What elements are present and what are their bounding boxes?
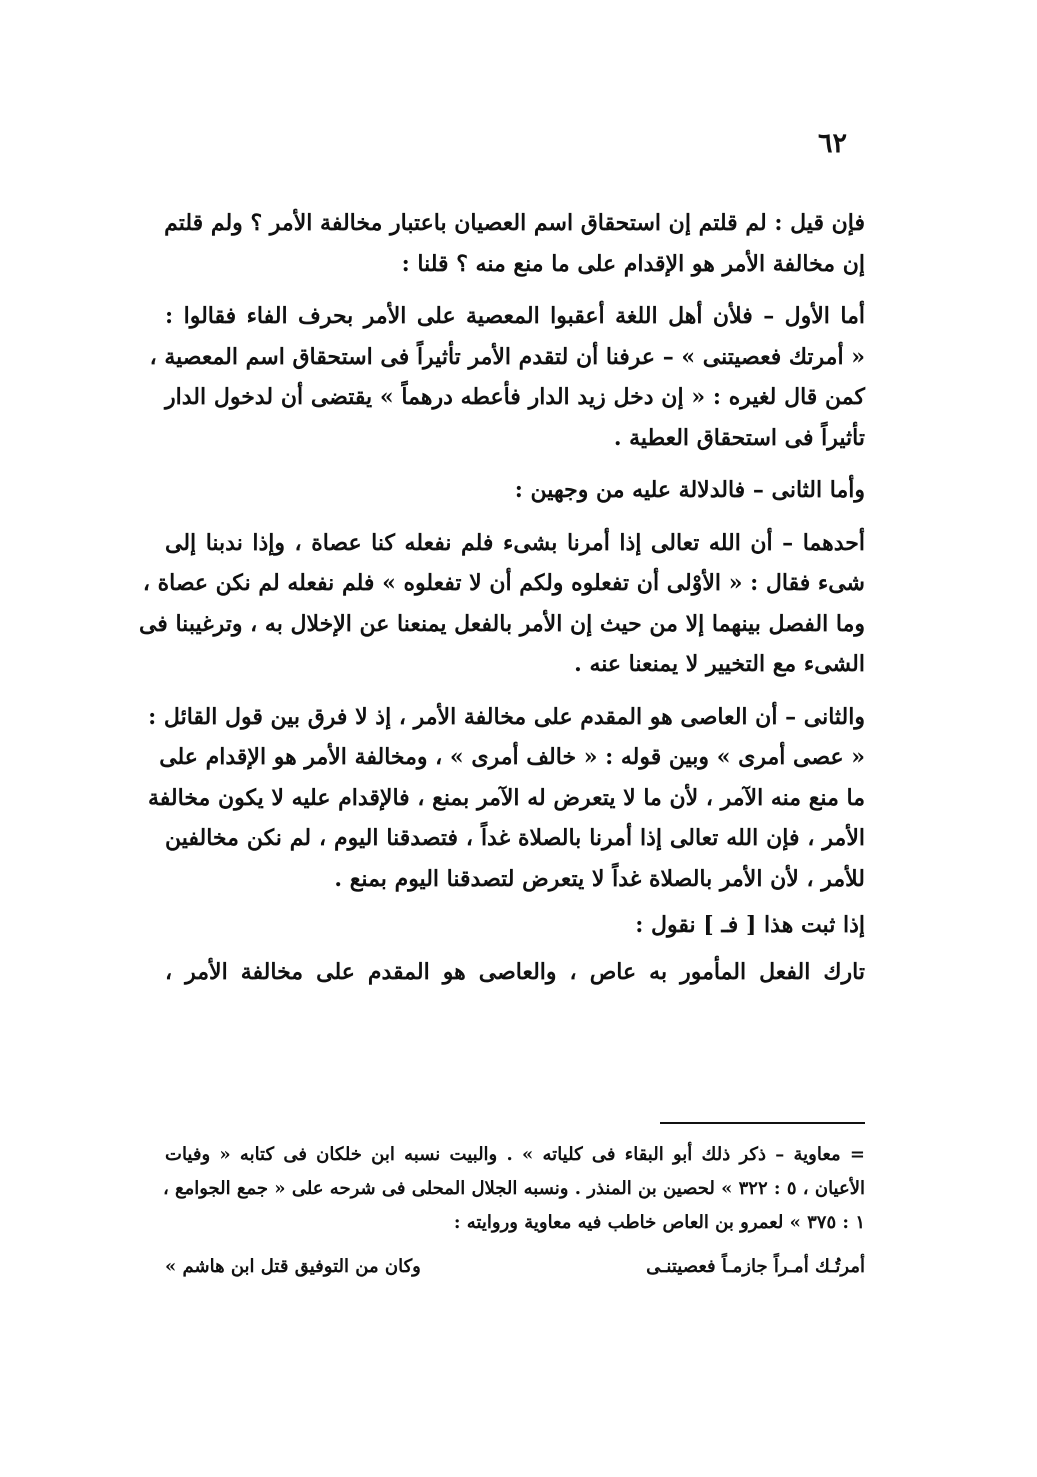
paragraph-conclusion	[165, 952, 865, 993]
footnote-line: = معاوية – ذكر ذلك أبو البقاء فى كلياته » . والبيت نسبه ابن خلكان فى كتابه « وفيات	[165, 1144, 865, 1165]
text-line: أما الأول – فلأن أهل اللغة أعقبوا المعصية على الأمر بحرف الفاء فقالوا :	[165, 303, 865, 329]
paragraph-second-aspect	[147, 697, 865, 900]
text-line: إذا ثبت هذا [ فـ ] نقول :	[635, 912, 865, 938]
text-line: الأمر ، فإن الله تعالى إذا أمرنا بالصلاة غداً ، فتصدقنا اليوم ، لم نكن مخالفين	[165, 825, 865, 851]
verse-second-hemistich: وكان من التوفيق قتل ابن هاشم »	[165, 1256, 421, 1277]
text-line: ما منع منه الآمر ، لأن ما لا يتعرض له الآمر بمنع ، فالإقدام عليه لا يكون مخالفة	[147, 784, 865, 811]
footnote-line: ١ : ٣٧٥ » لعمرو بن العاص خاطب فيه معاوية وروايته :	[453, 1212, 865, 1233]
text-line: « أمرتك فعصيتنى » – عرفنا أن لتقدم الأمر تأثيراً فى استحقاق اسم المعصية ،	[149, 343, 865, 370]
text-line: تأثيراً فى استحقاق العطية .	[613, 424, 865, 451]
paragraph-first-answer	[149, 296, 865, 458]
text-line: للأمر ، لأن الأمر بالصلاة غداً لا يتعرض لتصدقنا اليوم بمنع .	[334, 865, 865, 892]
text-line: « عصى أمرى » وبين قوله : « خالف أمرى » ، ومخالفة الأمر هو الإقدام على	[159, 744, 865, 770]
text-line: وأما الثانى – فالدلالة عليه من وجهين :	[514, 477, 865, 503]
footnote-text	[162, 1138, 865, 1240]
paragraph-objection	[165, 203, 865, 284]
footnote-line: الأعيان ، ٥ : ٣٢٢ » لحصين بن المنذر . ونسبه الجلال المحلى فى شرحه على « جمع الجوامع ،	[162, 1178, 865, 1199]
text-line: أحدهما – أن الله تعالى إذا أمرنا بشىء فلم نفعله كنا عصاة ، وإذا ندبنا إلى	[165, 529, 865, 556]
text-line: شىء فقال : « الأوْلى أن تفعلوه ولكم أن لا تفعلوه » فلم نفعله لم نكن عصاة ،	[142, 570, 865, 596]
paragraph-conclusion-intro	[165, 905, 865, 946]
text-line: وما الفصل بينهما إلا من حيث إن الأمر بالفعل يمنعنا عن الإخلال به ، وترغيبنا فى	[138, 610, 865, 637]
text-line: الشىء مع التخيير لا يمنعنا عنه .	[574, 651, 865, 677]
page-number: ٦٢	[817, 128, 847, 159]
text-line: والثانى – أن العاصى هو المقدم على مخالفة الأمر ، إذ لا فرق بين قول القائل :	[148, 703, 865, 730]
text-line: فإن قيل : لم قلتم إن استحقاق اسم العصيان باعتبار مخالفة الأمر ؟ ولم قلتم	[164, 210, 865, 236]
paragraph-second-answer-intro	[165, 470, 865, 511]
text-line: كمن قال لغيره : « إن دخل زيد الدار فأعطه درهماً » يقتضى أن لدخول الدار	[165, 384, 865, 410]
main-text	[138, 203, 865, 992]
paragraph-first-aspect	[138, 523, 865, 685]
footnote-divider	[660, 1122, 865, 1124]
verse-first-hemistich: أمرتُـك أمـراً جازمـاً فعصيتنـى	[646, 1256, 865, 1277]
text-line: إن مخالفة الأمر هو الإقدام على ما منع منه ؟ قلنا :	[401, 250, 865, 277]
footnote-verse	[165, 1250, 865, 1284]
text-line: تارك الفعل المأمور به عاص ، والعاصى هو المقدم على مخالفة الأمر ،	[165, 958, 865, 985]
footnote	[162, 1138, 865, 1284]
